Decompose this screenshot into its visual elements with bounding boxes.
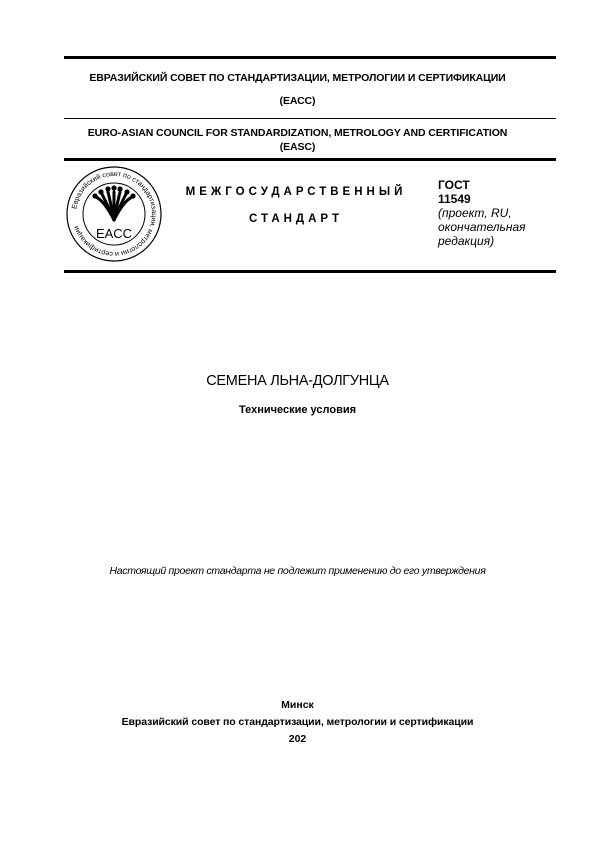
draft-notice: Настоящий проект стандарта не подлежит применению до его утверждения <box>109 565 486 577</box>
council-abbr-ru: (ЕАСС) <box>279 95 316 107</box>
council-abbr-en: (EASC) <box>279 141 316 153</box>
gost-designation <box>438 178 526 248</box>
footer-city: Минск <box>281 699 314 711</box>
easc-emblem-icon <box>64 164 164 264</box>
seal-center-text: EACC <box>95 226 133 241</box>
document-title: СЕМЕНА ЛЬНА-ДОЛГУНЦА <box>206 373 389 389</box>
header-divider <box>64 118 556 119</box>
standard-type-line2: СТАНДАРТ <box>249 213 343 225</box>
footer-publisher: Евразийский совет по стандартизации, метрологии и сертификации <box>121 716 474 728</box>
top-rule <box>64 56 556 59</box>
gost-label: ГОСТ <box>438 178 470 192</box>
header-bottom-rule <box>64 158 556 161</box>
council-name-ru: ЕВРАЗИЙСКИЙ СОВЕТ ПО СТАНДАРТИЗАЦИИ, МЕТРОЛОГИИ И СЕРТИФИКАЦИИ <box>89 72 506 84</box>
gost-number: 11549 <box>438 192 471 206</box>
easc-seal <box>64 164 164 264</box>
gost-status-line2: окончательная <box>438 220 526 234</box>
document-subtitle: Технические условия <box>238 404 357 416</box>
gost-status-line1: (проект, RU, <box>438 206 512 220</box>
standard-type-line1: МЕЖГОСУДАРСТВЕННЫЙ <box>185 186 407 198</box>
gost-status-line3: редакция) <box>438 234 495 248</box>
council-name-en: EURO-ASIAN COUNCIL FOR STANDARDIZATION, METROLOGY AND CERTIFICATION <box>87 127 508 139</box>
title-block-bottom-rule <box>64 270 556 273</box>
seal-ring-text: Евразийский совет по стандартизации, метрологии и сертификации <box>71 170 158 258</box>
footer-year: 202 <box>288 733 307 745</box>
